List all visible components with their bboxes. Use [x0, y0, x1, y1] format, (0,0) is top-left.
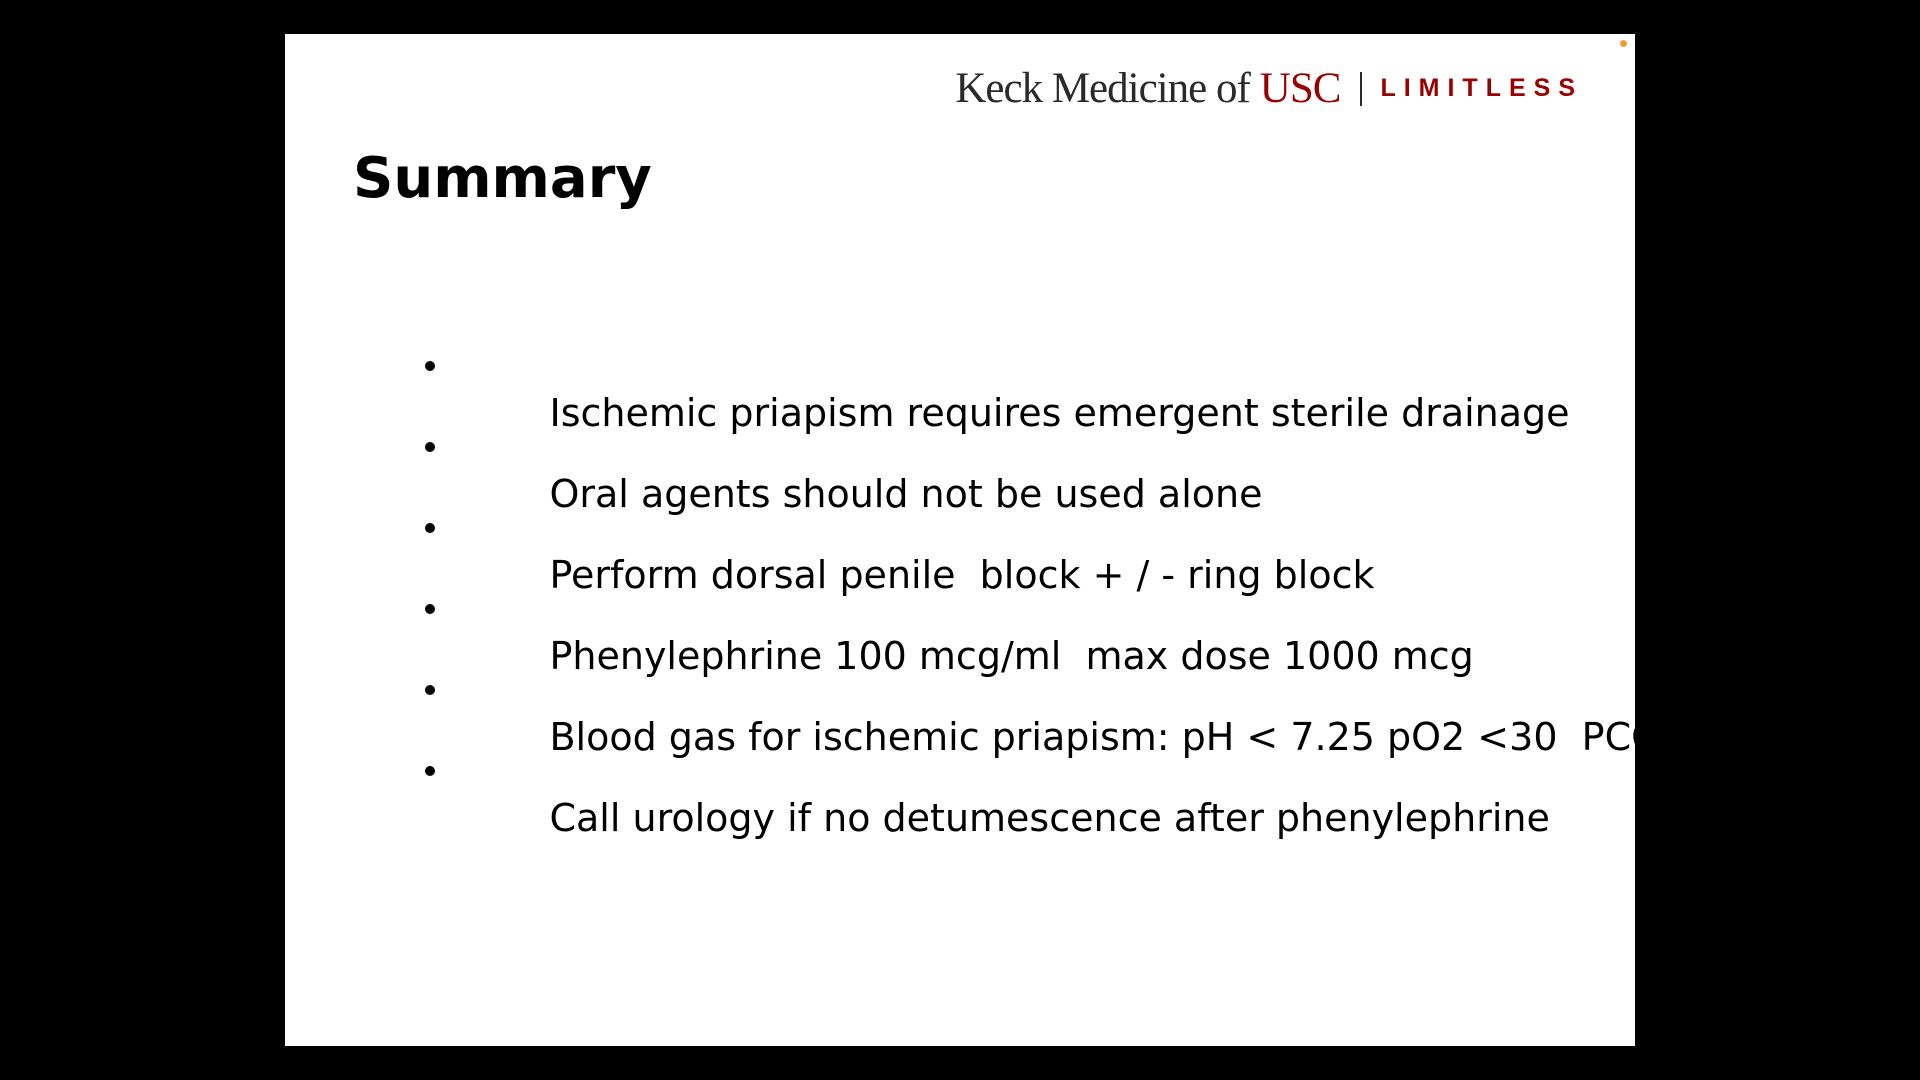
bullet-item — [423, 587, 1777, 678]
bullet-dot-icon — [425, 766, 435, 776]
logo-usc: USC — [1259, 65, 1341, 112]
logo-text: Keck Medicine of — [955, 65, 1250, 112]
bullet-text: Phenylephrine 100 mcg/ml max dose 1000 mcg — [549, 634, 1474, 678]
bullet-dot-icon — [425, 604, 435, 614]
bullet-item — [423, 506, 1777, 597]
bullet-dot-icon — [425, 523, 435, 533]
bullet-dot-icon — [425, 361, 435, 371]
bullet-item — [423, 749, 1777, 840]
presentation-slide — [285, 34, 1778, 1046]
bullet-list — [423, 344, 1778, 840]
bullet-text: Perform dorsal penile block + / - ring block — [549, 553, 1375, 597]
logo-tagline: LIMITLESS — [1380, 74, 1583, 102]
bullet-text: Call urology if no detumescence after phenylephrine — [549, 796, 1550, 840]
recording-indicator-icon — [1620, 40, 1627, 47]
bullet-text: Ischemic priapism requires emergent sterile drainage — [549, 391, 1570, 435]
keck-medicine-usc-logo — [955, 64, 1583, 113]
bullet-item — [423, 668, 1778, 759]
bullet-item — [423, 425, 1777, 516]
slide-title: Summary — [353, 146, 652, 211]
bullet-text: Oral agents should not be used alone — [549, 472, 1263, 516]
bullet-text: Blood gas for ischemic priapism: pH < 7.25 pO2 <30 PCO2 >60 — [549, 715, 1778, 759]
logo-divider — [1360, 72, 1362, 106]
bullet-dot-icon — [425, 685, 435, 695]
bullet-item — [423, 344, 1777, 435]
bullet-dot-icon — [425, 442, 435, 452]
